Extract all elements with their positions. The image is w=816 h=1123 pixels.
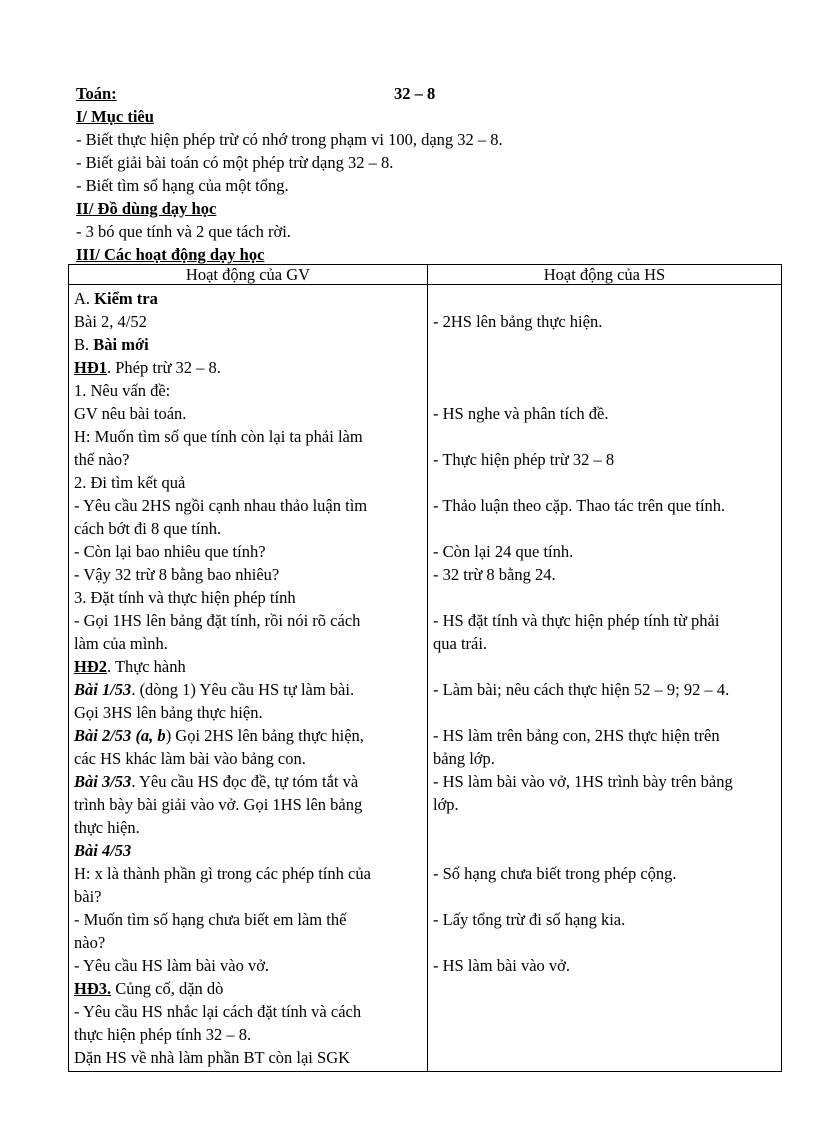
text-line: - Muốn tìm số hạng chưa biết em làm thế <box>74 910 347 929</box>
text-line: - Số hạng chưa biết trong phép cộng. <box>433 864 677 883</box>
text-line: H: Muốn tìm số que tính còn lại ta phải làm <box>74 427 363 446</box>
text-line: cách bớt đi 8 que tính. <box>74 519 222 538</box>
text-line: - HS làm bài vào vở, 1HS trình bày trên bảng <box>433 772 733 791</box>
blank-line <box>433 885 776 908</box>
text-line: A. <box>74 289 91 308</box>
text-line: 2. Đi tìm kết quả <box>74 473 186 492</box>
blank-line <box>433 586 776 609</box>
header-sections <box>76 105 776 266</box>
lesson-title: 32 – 8 <box>394 84 436 103</box>
text-line <box>74 724 422 747</box>
text-line: - HS đặt tính và thực hiện phép tính từ phải <box>433 611 720 630</box>
text-line: - Yêu cầu HS nhắc lại cách đặt tính và cách <box>74 1002 362 1021</box>
text-line: - Còn lại 24 que tính. <box>433 542 574 561</box>
text-line: . (dòng 1) Yêu cầu HS tự làm bài. <box>131 680 355 699</box>
text-line: (a, b <box>131 726 166 745</box>
objective-item: - Biết thực hiện phép trừ có nhớ trong phạm vi 100, dạng 32 – 8. <box>76 130 503 149</box>
text-line <box>74 356 422 379</box>
section-a-title: Kiểm tra <box>94 289 158 308</box>
text-line: bài? <box>74 887 102 906</box>
objective-item: - Biết tìm số hạng của một tổng. <box>76 176 289 195</box>
hd1-label: HĐ1 <box>74 358 107 377</box>
blank-line <box>433 701 776 724</box>
text-line: B. <box>74 335 90 354</box>
text-line: lớp. <box>433 795 459 814</box>
text-line: nào? <box>74 933 106 952</box>
text-line: GV nêu bài toán. <box>74 404 187 423</box>
exercise-1-label: Bài 1/53 <box>74 680 132 699</box>
text-line: làm của mình. <box>74 634 168 653</box>
text-line <box>74 333 422 356</box>
text-line: - HS làm trên bảng con, 2HS thực hiện trên <box>433 726 720 745</box>
student-activities-cell <box>428 285 782 1072</box>
text-line: thế nào? <box>74 450 130 469</box>
blank-line <box>433 931 776 954</box>
text-line: . Phép trừ 32 – 8. <box>107 358 221 377</box>
text-line: - 32 trừ 8 bằng 24. <box>433 565 556 584</box>
text-line: - Vậy 32 trừ 8 bằng bao nhiêu? <box>74 565 280 584</box>
column-header-student: Hoạt động của HS <box>428 265 782 285</box>
blank-line <box>433 356 776 379</box>
text-line <box>74 655 422 678</box>
table-row <box>69 285 782 1072</box>
text-line: ) Gọi 2HS lên bảng thực hiện, <box>165 726 364 745</box>
text-line: - HS làm bài vào vở. <box>433 956 571 975</box>
hd2-label: HĐ2 <box>74 657 107 676</box>
blank-line <box>433 839 776 862</box>
text-line: - Yêu cầu 2HS ngồi cạnh nhau thảo luận tìm <box>74 496 368 515</box>
text-line: Củng cố, dặn dò <box>111 979 224 998</box>
text-line: - Lấy tổng trừ đi số hạng kia. <box>433 910 626 929</box>
text-line: Bài 2, 4/52 <box>74 312 147 331</box>
blank-line <box>433 379 776 402</box>
text-line: qua trái. <box>433 634 488 653</box>
section-b-title: Bài mới <box>93 335 149 354</box>
blank-line <box>433 333 776 356</box>
blank-line <box>433 655 776 678</box>
blank-line <box>433 517 776 540</box>
teacher-activities-cell <box>69 285 428 1072</box>
hd3-label: HĐ3. <box>74 979 112 998</box>
text-line: Dặn HS về nhà làm phần BT còn lại SGK <box>74 1048 351 1067</box>
text-line: . Yêu cầu HS đọc đề, tự tóm tắt và <box>131 772 359 791</box>
materials-heading: II/ Đồ dùng dạy học <box>76 199 217 218</box>
text-line: Gọi 3HS lên bảng thực hiện. <box>74 703 263 722</box>
text-line: - Làm bài; nêu cách thực hiện 52 – 9; 92 – 4. <box>433 680 730 699</box>
text-line: . Thực hành <box>107 657 186 676</box>
text-line: thực hiện phép tính 32 – 8. <box>74 1025 252 1044</box>
subject-label: Toán: <box>76 84 117 103</box>
table-header-row <box>69 265 782 285</box>
text-line <box>74 678 422 701</box>
material-item: - 3 bó que tính và 2 que tách rời. <box>76 222 291 241</box>
blank-line <box>433 287 776 310</box>
column-header-teacher: Hoạt động của GV <box>69 265 428 285</box>
text-line: - HS nghe và phân tích đề. <box>433 404 609 423</box>
text-line: - Yêu cầu HS làm bài vào vở. <box>74 956 270 975</box>
exercise-4-label: Bài 4/53 <box>74 841 132 860</box>
text-line <box>74 287 422 310</box>
exercise-3-label: Bài 3/53 <box>74 772 132 791</box>
blank-line <box>433 425 776 448</box>
blank-line <box>433 471 776 494</box>
text-line: - Gọi 1HS lên bảng đặt tính, rồi nói rõ cách <box>74 611 361 630</box>
text-line: trình bày bài giải vào vở. Gọi 1HS lên bảng <box>74 795 363 814</box>
text-line: 3. Đặt tính và thực hiện phép tính <box>74 588 296 607</box>
objectives-heading: I/ Mục tiêu <box>76 107 154 126</box>
text-line: 1. Nêu vấn đề: <box>74 381 171 400</box>
activities-heading: III/ Các hoạt động dạy học <box>76 245 265 264</box>
text-line <box>74 977 422 1000</box>
text-line: H: x là thành phần gì trong các phép tính của <box>74 864 371 883</box>
text-line: các HS khác làm bài vào bảng con. <box>74 749 306 768</box>
text-line: thực hiện. <box>74 818 140 837</box>
text-line: - Thực hiện phép trừ 32 – 8 <box>433 450 615 469</box>
exercise-2-label: Bài 2/53 <box>74 726 132 745</box>
objective-item: - Biết giải bài toán có một phép trừ dạng 32 – 8. <box>76 153 394 172</box>
blank-line <box>433 816 776 839</box>
title-row <box>76 82 756 105</box>
text-line: - Thảo luận theo cặp. Thao tác trên que tính. <box>433 496 726 515</box>
activities-table <box>68 264 782 1072</box>
text-line: - 2HS lên bảng thực hiện. <box>433 312 603 331</box>
text-line <box>74 839 422 862</box>
text-line: - Còn lại bao nhiêu que tính? <box>74 542 266 561</box>
text-line <box>74 770 422 793</box>
text-line: bảng lớp. <box>433 749 495 768</box>
